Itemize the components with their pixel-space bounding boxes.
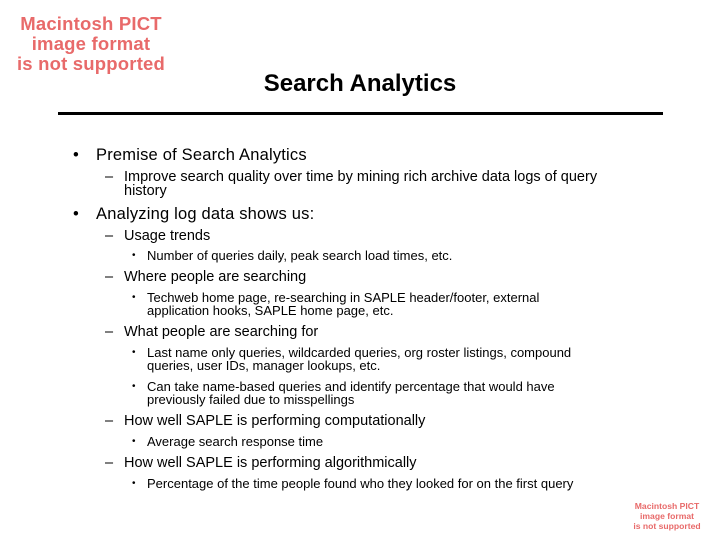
sub-bullet-text: history: [124, 183, 167, 199]
dash-marker: –: [105, 455, 114, 471]
pict-text-line: image format: [31, 33, 151, 54]
sub-bullet-item: [105, 455, 417, 471]
pict-placeholder-top: [1, 14, 181, 74]
sub-bullet-item: [105, 228, 211, 244]
pict-text-line: image format: [640, 511, 694, 521]
sub-bullet-text: Usage trends: [124, 228, 211, 244]
sub-bullet-item: [105, 324, 319, 340]
title-divider: [58, 112, 663, 115]
sub-sub-bullet-text: Number of queries daily, peak search load times, etc.: [147, 248, 453, 263]
dash-marker: –: [105, 228, 114, 244]
bullet-marker: •: [73, 146, 79, 164]
dash-marker: –: [105, 413, 114, 429]
dot-marker: •: [132, 347, 136, 358]
dot-marker: •: [132, 436, 136, 447]
sub-sub-bullet-continuation: [147, 304, 393, 318]
sub-sub-bullet-continuation: [147, 393, 354, 407]
bullet-text: Analyzing log data shows us:: [96, 205, 315, 223]
pict-text-line: is not supported: [16, 53, 166, 74]
dot-marker: •: [132, 292, 136, 303]
sub-sub-bullet-item: [132, 476, 574, 491]
sub-sub-bullet-text: Average search response time: [147, 434, 324, 449]
sub-sub-bullet-item: [132, 434, 324, 449]
sub-sub-bullet-text: queries, user IDs, manager lookups, etc.: [147, 358, 381, 373]
dot-marker: •: [132, 250, 136, 261]
sub-bullet-text: Improve search quality over time by mining rich archive data logs of query: [124, 169, 598, 185]
sub-sub-bullet-text: application hooks, SAPLE home page, etc.: [147, 303, 394, 318]
sub-bullet-item: [105, 169, 598, 185]
bullet-text: Premise of Search Analytics: [96, 146, 307, 164]
sub-bullet-text: Where people are searching: [124, 269, 307, 285]
dash-marker: –: [105, 169, 114, 185]
sub-sub-bullet-item: [132, 248, 453, 263]
sub-sub-bullet-text: Can take name-based queries and identify percentage that would have: [147, 379, 555, 394]
sub-bullet-continuation: [124, 184, 167, 199]
dash-marker: –: [105, 269, 114, 285]
pict-text-line: Macintosh PICT: [20, 13, 162, 34]
dot-marker: •: [132, 381, 136, 392]
pict-placeholder-bottom: [619, 501, 715, 531]
slide-title: Search Analytics: [263, 70, 457, 97]
sub-sub-bullet-continuation: [147, 359, 380, 373]
sub-bullet-item: [105, 269, 307, 285]
sub-bullet-text: What people are searching for: [124, 324, 319, 340]
pict-text-line: Macintosh PICT: [634, 501, 700, 511]
sub-sub-bullet-text: Last name only queries, wildcarded queries, org roster listings, compound: [147, 345, 572, 360]
sub-bullet-text: How well SAPLE is performing algorithmically: [124, 455, 417, 471]
sub-bullet-text: How well SAPLE is performing computationally: [124, 413, 426, 429]
bullet-marker: •: [73, 205, 79, 223]
sub-sub-bullet-text: previously failed due to misspellings: [147, 392, 355, 407]
dash-marker: –: [105, 324, 114, 340]
bullet-item: [73, 205, 315, 223]
sub-sub-bullet-text: Percentage of the time people found who they looked for on the first query: [147, 476, 574, 491]
sub-sub-bullet-text: Techweb home page, re-searching in SAPLE header/footer, external: [147, 290, 540, 305]
pict-text-line: is not supported: [633, 521, 701, 531]
bullet-item: [73, 146, 307, 164]
sub-bullet-item: [105, 413, 426, 429]
dot-marker: •: [132, 478, 136, 489]
